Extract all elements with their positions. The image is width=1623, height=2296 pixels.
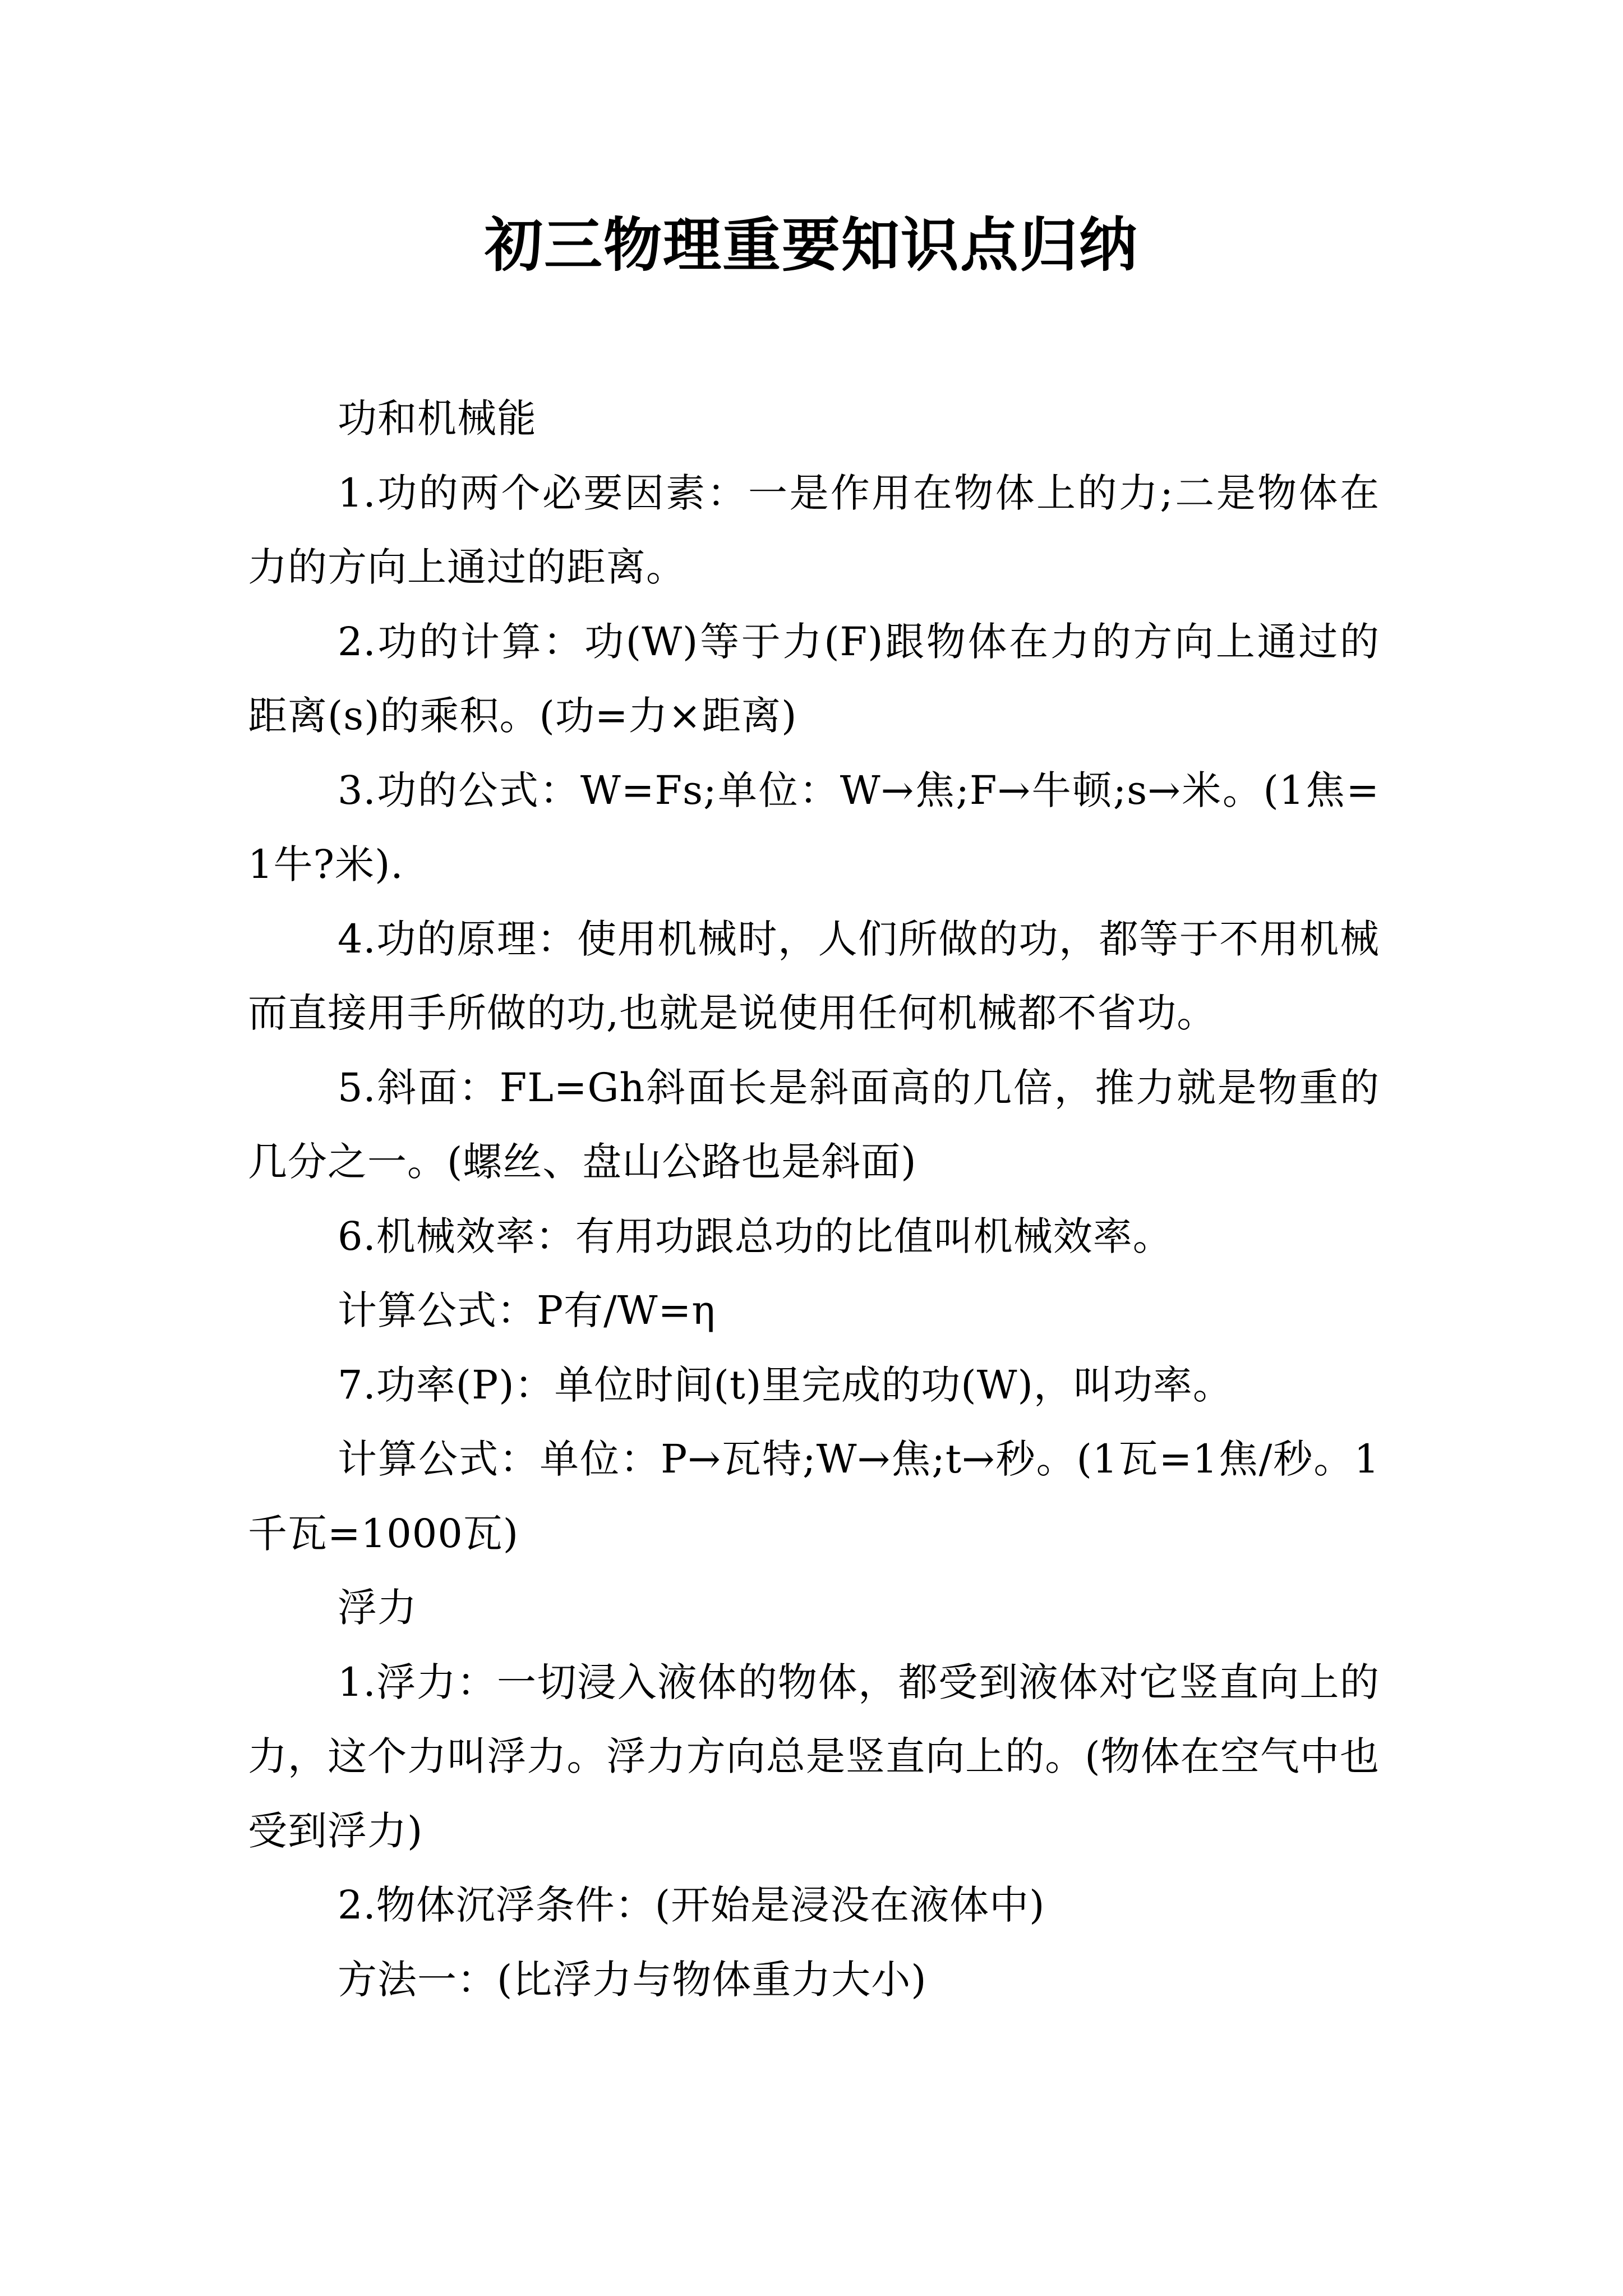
paragraph: 计算公式：P有/W=η: [338, 1287, 716, 1333]
paragraph: 2.物体沉浮条件：(开始是浸没在液体中): [338, 1882, 1045, 1928]
paragraph: 1.功的两个必要因素：一是作用在物体上的力;二是物体在力的方向上通过的距离。: [248, 470, 1380, 590]
paragraph: 计算公式：单位：P→瓦特;W→焦;t→秒。(1瓦=1焦/秒。1千瓦=1000瓦): [248, 1436, 1380, 1557]
paragraph: 5.斜面：FL=Gh斜面长是斜面高的几倍，推力就是物重的几分之一。(螺丝、盘山公路也是斜面): [248, 1064, 1380, 1185]
paragraph: 3.功的公式：W=Fs;单位：W→焦;F→牛顿;s→米。(1焦=1牛?米).: [248, 767, 1380, 887]
section-heading-buoyancy: 浮力: [338, 1585, 417, 1631]
paragraph: 7.功率(P)：单位时间(t)里完成的功(W)，叫功率。: [338, 1361, 1233, 1408]
paragraph: 1.浮力：一切浸入液体的物体，都受到液体对它竖直向上的力，这个力叫浮力。浮力方向总是竖直向上的。(物体在空气中也受到浮力): [248, 1659, 1380, 1854]
section-heading-work-energy: 功和机械能: [338, 395, 537, 441]
paragraph: 方法一：(比浮力与物体重力大小): [338, 1956, 927, 2003]
page-title: 初三物理重要知识点归纳: [484, 210, 1138, 279]
document-body: [248, 381, 1380, 2017]
paragraph: 2.功的计算：功(W)等于力(F)跟物体在力的方向上通过的距离(s)的乘积。(功=力×距离): [248, 618, 1380, 739]
paragraph: 6.机械效率：有用功跟总功的比值叫机械效率。: [338, 1213, 1173, 1259]
paragraph: 4.功的原理：使用机械时，人们所做的功，都等于不用机械而直接用手所做的功,也就是说使用任何机械都不省功。: [248, 915, 1380, 1036]
